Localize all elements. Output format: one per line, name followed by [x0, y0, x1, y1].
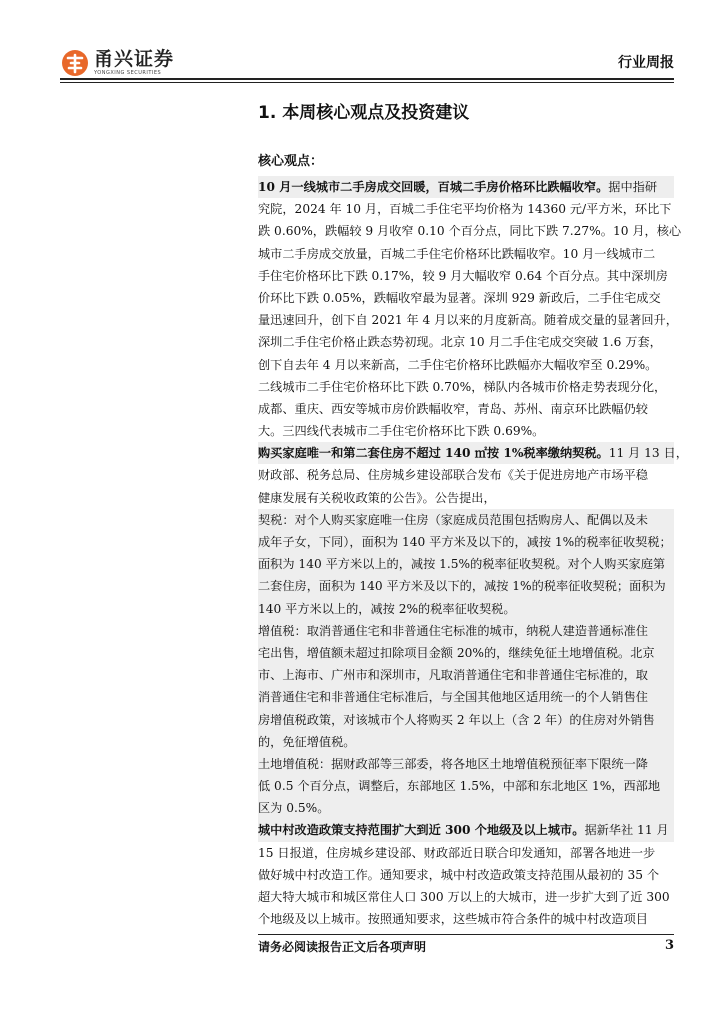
line-text: 低 0.5 个百分点，调整后，东部地区 1.5%，中部和东北地区 1%，西部地: [258, 779, 661, 794]
text-line: [258, 908, 674, 930]
text-line: [258, 198, 674, 220]
text-line: [258, 775, 674, 797]
line-text: 增值税：取消普通住宅和非普通住宅标准的城市，纳税人建造普通标准住: [258, 623, 648, 638]
brand-logo: [60, 48, 174, 78]
brand-name-en: YONGXING SECURITIES: [94, 70, 162, 76]
text-line: [258, 731, 674, 753]
text-line: [258, 620, 674, 642]
brand-name-cn: 甬兴证券: [94, 48, 175, 70]
line-text: 土地增值税：据财政部等三部委，将各地区土地增值税预征率下限统一降: [258, 756, 648, 771]
line-text: 据新华社 11 月: [584, 823, 669, 838]
text-line: [258, 709, 674, 731]
line-text: 价环比下跌 0.05%，跌幅收窄最为显著。深圳 929 新政后，二手住宅成交: [258, 290, 661, 305]
text-line: [258, 420, 674, 442]
text-line: [258, 487, 674, 509]
sub-title: 核心观点：: [258, 154, 324, 169]
line-text: 财政部、税务总局、住房城乡建设部联合发布《关于促进房地产市场平稳: [258, 468, 648, 483]
text-line: [258, 464, 674, 486]
text-line: [258, 398, 674, 420]
text-line: [258, 664, 674, 686]
text-line: [258, 686, 674, 708]
text-line: [258, 819, 674, 841]
line-text: 房增值税政策，对该城市个人将购买 2 年以上（含 2 年）的住房对外销售: [258, 712, 655, 727]
text-line: [258, 642, 674, 664]
text-line: [258, 598, 674, 620]
text-line: [258, 376, 674, 398]
header-divider: [60, 78, 674, 80]
line-text: 量迅速回升，创下自 2021 年 4 月以来的月度新高。随着成交量的显著回升，: [258, 313, 678, 328]
line-text: 二线城市二手住宅价格环比下跌 0.70%，梯队内各城市价格走势表现分化，: [258, 379, 667, 394]
line-text: 创下自去年 4 月以来新高，二手住宅价格环比跌幅亦大幅收窄至 0.29%。: [258, 357, 658, 372]
section-title: 1. 本周核心观点及投资建议: [258, 103, 470, 123]
text-line: [258, 531, 674, 553]
line-text: 大。三四线代表城市二手住宅价格环比下跌 0.69%。: [258, 424, 545, 439]
text-line: [258, 442, 688, 464]
text-line: [258, 176, 674, 198]
line-text: 140 平方米以上的，减按 2%的税率征收契税。: [258, 601, 516, 616]
line-text: 做好城中村改造工作。通知要求，城中村改造政策支持范围从最初的 35 个: [258, 867, 660, 882]
page-header: [60, 40, 674, 80]
line-text: 区为 0.5%。: [258, 801, 330, 816]
text-line: [258, 553, 674, 575]
text-line: [258, 331, 674, 353]
paragraph-lead: 购买家庭唯一和第二套住房不超过 140 ㎡按 1%税率缴纳契税。: [258, 446, 609, 461]
line-text: 手住宅价格环比下跌 0.17%，较 9 月大幅收窄 0.64 个百分点。其中深圳房: [258, 268, 668, 283]
line-text: 个地级及以上城市。按照通知要求，这些城市符合条件的城中村改造项目: [258, 912, 648, 927]
paragraph-lead: 城中村改造政策支持范围扩大到近 300 个地级及以上城市。: [258, 823, 585, 838]
header-divider-thin: [60, 82, 674, 83]
line-text: 面积为 140 平方米以上的，减按 1.5%的税率征收契税。对个人购买家庭第: [258, 557, 666, 572]
line-text: 深圳二手住宅价格止跌态势初现。北京 10 月二手住宅成交突破 1.6 万套，: [258, 335, 662, 350]
line-text: 消普通住宅和非普通住宅标准后，与全国其他地区适用统一的个人销售住: [258, 690, 648, 705]
line-text: 15 日报道，住房城乡建设部、财政部近日联合印发通知，部署各地进一步: [258, 845, 656, 860]
line-text: 宅出售，增值额未超过扣除项目金额 20%的，继续免征土地增值税。北京: [258, 645, 655, 660]
footer-divider: [258, 934, 674, 935]
text-line: [258, 287, 674, 309]
text-line: [258, 753, 674, 775]
body-text: [258, 176, 688, 930]
paragraph-lead: 10 月一线城市二手房成交回暖，百城二手房价格环比跌幅收窄。: [258, 180, 609, 194]
text-line: [258, 243, 674, 265]
text-line: [258, 309, 678, 331]
line-text: 市、上海市、广州市和深圳市，凡取消普通住宅和非普通住宅标准的，取: [258, 668, 648, 683]
text-line: [258, 886, 674, 908]
line-text: 11 月 13 日，: [608, 446, 688, 461]
text-line: [258, 509, 674, 531]
text-line: [258, 864, 674, 886]
text-line: [258, 575, 674, 597]
text-line: [258, 797, 674, 819]
brand-logo-icon: [60, 48, 90, 78]
line-text: 超大特大城市和城区常住人口 300 万以上的大城市，进一步扩大到了近 300: [258, 890, 670, 904]
text-line: [258, 354, 674, 376]
line-text: 二套住房，面积为 140 平方米及以下的，减按 1%的税率征收契税；面积为: [258, 579, 666, 594]
text-line: [258, 265, 674, 287]
disclaimer-note: 请务必阅读报告正文后各项声明: [258, 940, 427, 954]
report-type-label: 行业周报: [618, 55, 674, 71]
line-text: 成年子女，下同），面积为 140 平方米及以下的，减按 1%的税率征收契税；: [258, 535, 672, 549]
line-text: 健康发展有关税收政策的公告》。公告提出，: [258, 490, 496, 505]
line-text: 跌 0.60%，跌幅较 9 月收窄 0.10 个百分点，同比下跌 7.27%。10 月，核心: [258, 224, 682, 239]
line-text: 据中指研: [608, 180, 658, 194]
page-number: 3: [664, 938, 674, 953]
line-text: 成都、重庆、西安等城市房价跌幅收窄，青岛、苏州、南京环比跌幅仍较: [258, 401, 648, 416]
text-line: [258, 220, 682, 242]
line-text: 城市二手房成交放量，百城二手住宅价格环比跌幅收窄。10 月一线城市二: [258, 246, 656, 261]
text-line: [258, 842, 674, 864]
line-text: 的，免征增值税。: [258, 734, 356, 749]
line-text: 契税：对个人购买家庭唯一住房（家庭成员范围包括购房人、配偶以及未: [258, 512, 648, 527]
line-text: 究院，2024 年 10 月，百城二手住宅平均价格为 14360 元/平方米，环比下: [258, 202, 672, 217]
